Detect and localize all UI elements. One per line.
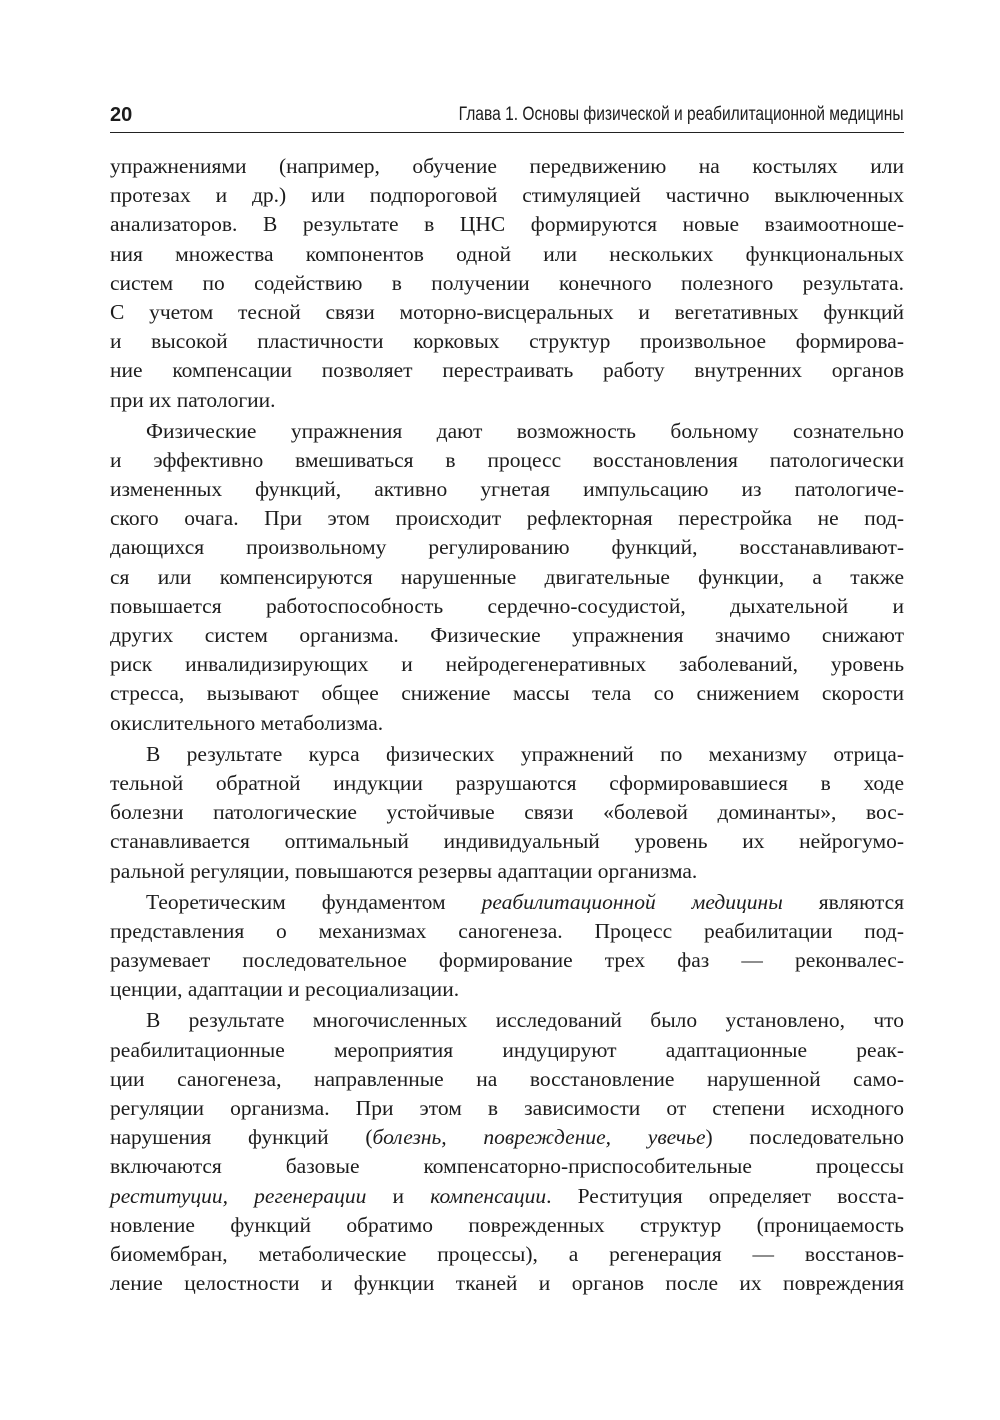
text-line: ление целостности и функции тканей и органов после их повреждения [110,1271,904,1296]
text-run: нарушения функций ( [110,1125,373,1150]
text-line [110,1182,904,1211]
text-run: и [366,1183,431,1208]
text-line: измененных функций, активно угнетая импульсацию из патологиче- [110,477,904,502]
text-line: разумевает последовательное формирование трех фаз — реконвалес- [110,948,904,973]
paragraph-5 [110,1006,904,1298]
text-line: регуляции организма. При этом в зависимости от степени исходного [110,1096,904,1120]
text-line: окислительного метаболизма. [110,710,384,735]
paragraph-2 [110,417,904,738]
text-line [110,1123,904,1152]
paragraph-1 [110,152,904,415]
running-header [110,102,904,133]
italic-term: реституции, регенерации [110,1183,367,1208]
text-line: ральной регуляции, повышаются резервы адаптации организма. [110,858,698,883]
text-line: В результате многочисленных исследований было установлено, что [146,1008,904,1033]
text-run: являются [782,889,904,914]
text-line: и высокой пластичности корковых структур произвольное формирова- [110,329,904,354]
text-line: представления о механизмах саногенеза. Процесс реабилитации под- [110,918,904,943]
paragraph-3 [110,740,904,886]
text-line: дающихся произвольному регулированию функций, восстанавливают- [110,535,904,560]
text-line: риск инвалидизирующих и нейродегенеративных заболеваний, уровень [110,652,904,677]
text-line: анализаторов. В результате в ЦНС формируются новые взаимоотноше- [110,212,904,237]
text-line: повышается работоспособность сердечно-сосудистой, дыхательной и [110,593,904,618]
paragraph-4 [110,888,904,1005]
text-line: при их патологии. [110,387,276,412]
text-line: протезах и др.) или подпороговой стимуляцией частично выключенных [110,183,904,208]
text-line: Физические упражнения дают возможность больному сознательно [146,418,904,443]
text-run: Теоретическим фундаментом [146,889,482,914]
text-line: систем по содействию в получении конечного полезного результата. [110,270,904,295]
text-line: новление функций обратимо поврежденных структур (проницаемость [110,1212,904,1237]
text-run: . Реституция определяет восста- [546,1183,904,1208]
text-line: С учетом тесной связи моторно-висцеральных и вегетативных функций [110,299,904,324]
text-line: реабилитационные мероприятия индуцируют адаптационные реак- [110,1037,904,1062]
text-line: ся или компенсируются нарушенные двигательные функции, а также [110,564,904,589]
text-line: включаются базовые компенсаторно-приспособительные процессы [110,1154,904,1179]
text-run: ) последовательно [705,1125,905,1150]
text-line: ценции, адаптации и ресоциализации. [110,977,460,1002]
text-line: В результате курса физических упражнений по механизму отрица- [146,741,904,766]
text-line: других систем организма. Физические упражнения значимо снижают [110,623,904,647]
text-line: ского очага. При этом происходит рефлекторная перестройка не под- [110,506,904,531]
text-line: биомембран, метаболические процессы), а регенерация — восстанов- [110,1241,904,1266]
text-line: стресса, вызывают общее снижение массы тела со снижением скорости [110,681,904,706]
text-line: упражнениями (например, обучение передвижению на костылях или [110,154,904,178]
text-line: ции саногенеза, направленные на восстановление нарушенной само- [110,1066,904,1091]
body-text [110,152,904,1298]
italic-term: компенсации [430,1183,547,1208]
page-number: 20 [110,104,133,126]
text-line: тельной обратной индукции разрушаются сформировавшиеся в ходе [110,770,904,795]
italic-term: реабилитационной медицины [481,889,783,914]
text-line: болезни патологические устойчивые связи «болевой доминанты», вос- [110,800,904,825]
text-line [110,888,904,917]
text-line: и эффективно вмешиваться в процесс восстановления патологически [110,447,904,472]
text-line: ния множества компонентов одной или нескольких функциональных [110,241,904,266]
text-line: станавливается оптимальный индивидуальный уровень их нейрогумо- [110,829,904,854]
text-line: ние компенсации позволяет перестраивать работу внутренних органов [110,358,904,383]
running-title: Глава 1. Основы физической и реабилитационной медицины [459,104,904,125]
italic-term: болезнь, повреждение, увечье [372,1125,706,1150]
